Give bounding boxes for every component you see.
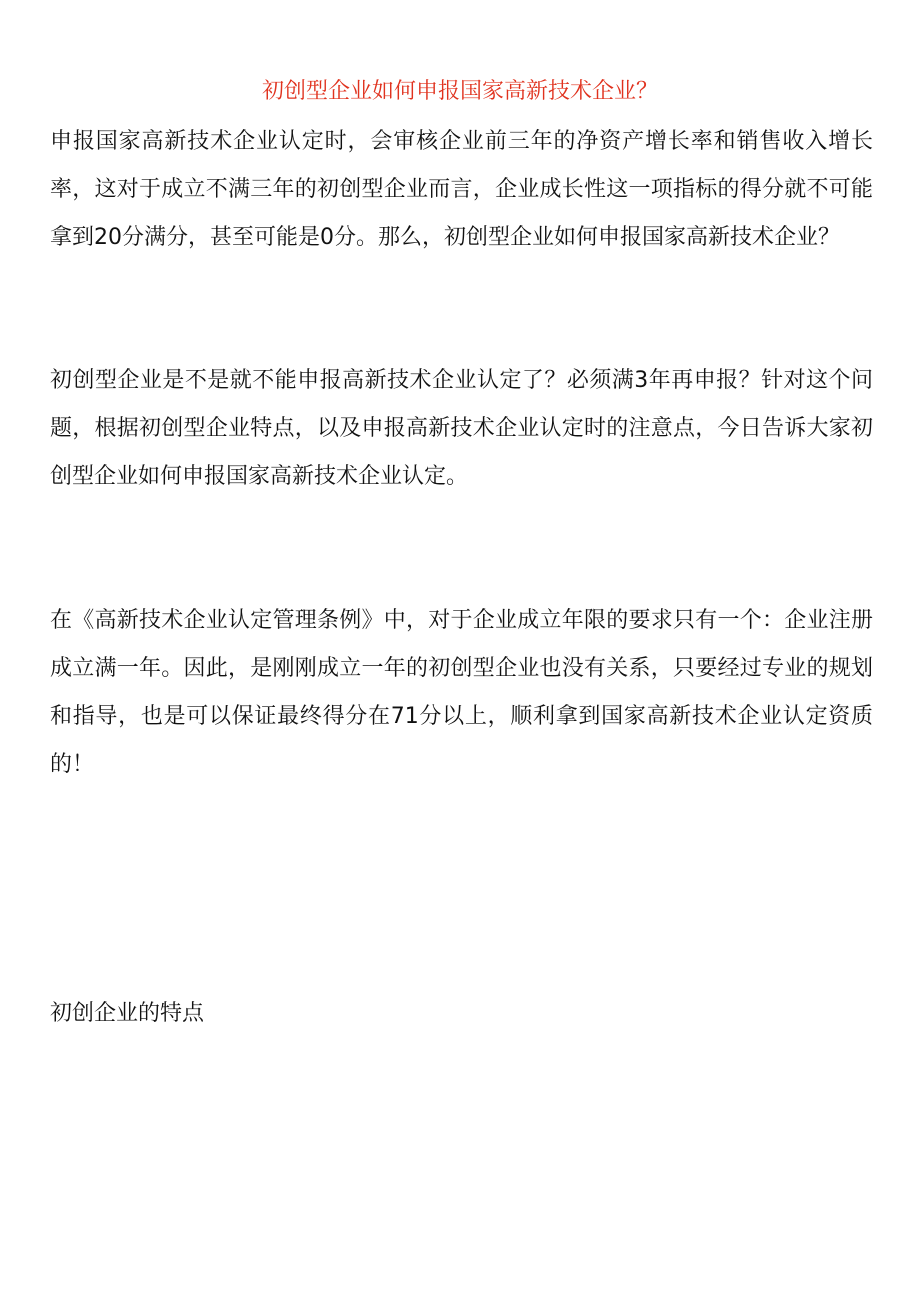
document-title: 初创型企业如何申报国家高新技术企业？ bbox=[261, 79, 658, 104]
section-heading: 初创企业的特点 bbox=[50, 1001, 205, 1026]
paragraph-question: 初创型企业是不是就不能申报高新技术企业认定了？必须满3年再申报？针对这个问题，根据初创型企业特点，以及申报高新技术企业认定时的注意点，今日告诉大家初创型企业如何申报国家高新技术企业认定。 bbox=[50, 368, 873, 489]
paragraph-regulation: 在《高新技术企业认定管理条例》中，对于企业成立年限的要求只有一个：企业注册成立满一年。因此，是刚刚成立一年的初创型企业也没有关系，只要经过专业的规划和指导，也是可以保证最终得分在71分以上，顺利拿到国家高新技术企业认定资质的！ bbox=[50, 608, 873, 777]
paragraph-intro: 申报国家高新技术企业认定时，会审核企业前三年的净资产增长率和销售收入增长率，这对于成立不满三年的初创型企业而言，企业成长性这一项指标的得分就不可能拿到20分满分，甚至可能是0分。那么，初创型企业如何申报国家高新技术企业？ bbox=[50, 129, 873, 250]
